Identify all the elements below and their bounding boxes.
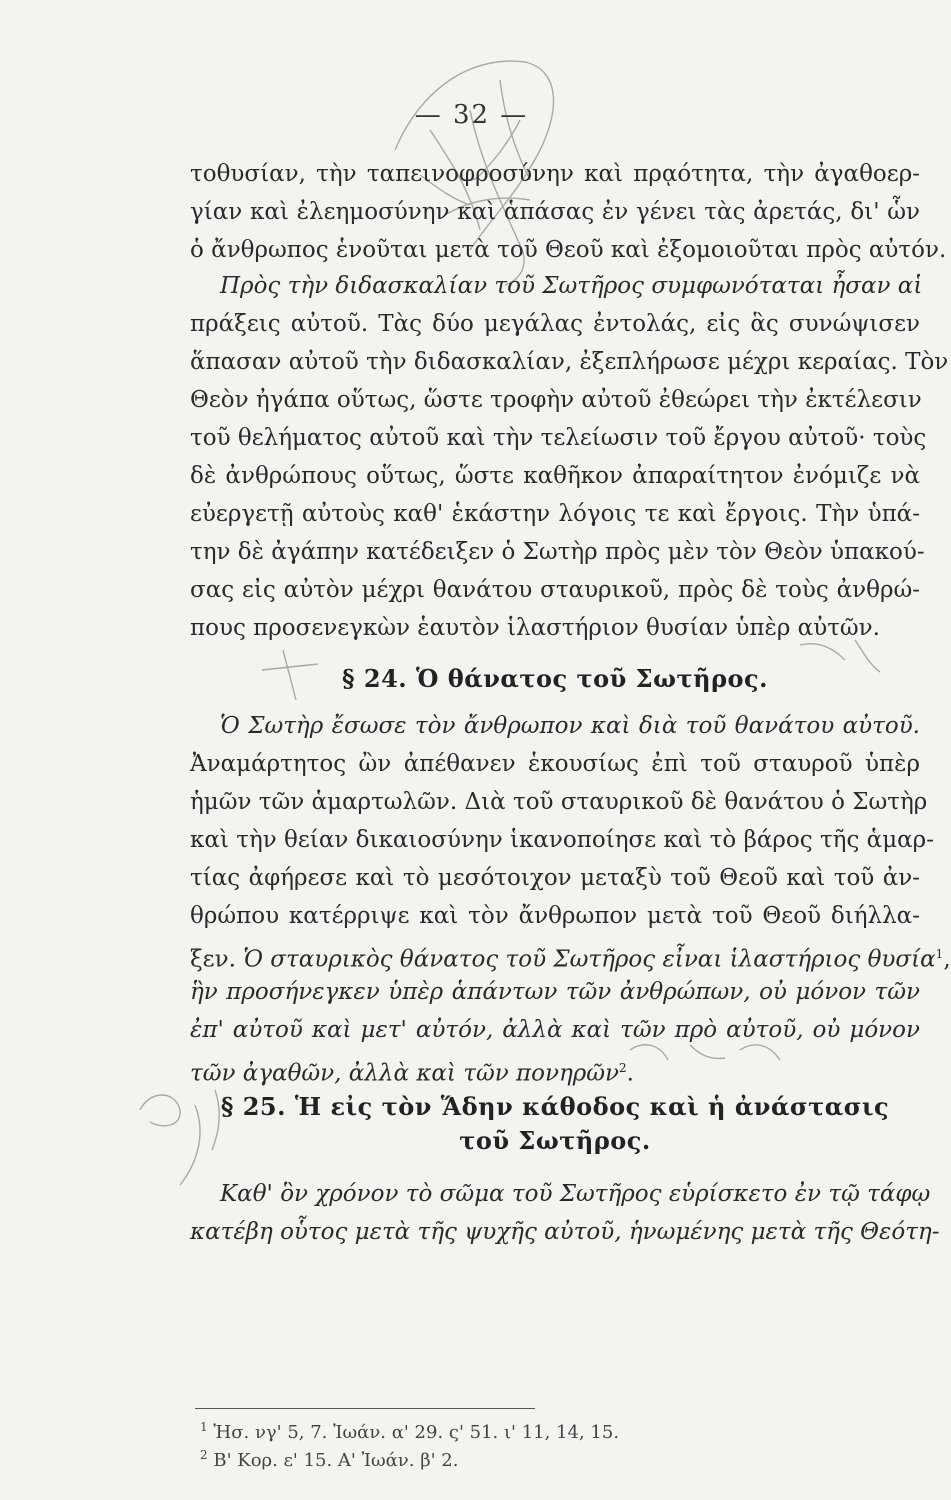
text-line: τοῦ θελήματος αὐτοῦ καὶ τὴν τελείωσιν τοῦ ἔργου αὐτοῦ· τοὺς (190, 425, 927, 451)
text-line (190, 940, 951, 974)
section-25-heading: § 25. Ἡ εἰς τὸν Ἅδην κάθοδος καὶ ἡ ἀνάστασις (220, 1092, 890, 1121)
text-fragment: ξεν. (190, 946, 244, 973)
section-25-heading-cont: τοῦ Σωτῆρος. (459, 1126, 651, 1155)
footnote-marker: 1 (935, 947, 944, 961)
footnote-marker: 2 (200, 1448, 208, 1462)
text-fragment: . (626, 1060, 634, 1087)
text-line: σας εἰς αὐτὸν μέχρι θανάτου σταυρικοῦ, πρὸς δὲ τοὺς ἀνθρώ- (190, 577, 920, 603)
text-line: θρώπου κατέρριψε καὶ τὸν ἄνθρωπον μετὰ τοῦ Θεοῦ διήλλα- (190, 903, 920, 929)
footnote-divider (195, 1408, 535, 1409)
text-line: καὶ τὴν θείαν δικαιοσύνην ἱκανοποίησε καὶ τὸ βάρος τῆς ἁμαρ- (190, 827, 934, 853)
text-fragment: , (943, 946, 951, 973)
text-line (190, 1054, 920, 1088)
italic-fragment: Ὁ σταυρικὸς θάνατος τοῦ Σωτῆρος εἶναι ἱλαστήριος θυσία (243, 946, 936, 973)
italic-fragment: τῶν ἀγαθῶν, ἀλλὰ καὶ τῶν πονηρῶν (190, 1060, 620, 1087)
section-24-heading: § 24. Ὁ θάνατος τοῦ Σωτῆρος. (341, 664, 769, 693)
text-line: τίας ἀφήρεσε καὶ τὸ μεσότοιχον μεταξὺ τοῦ Θεοῦ καὶ τοῦ ἀν- (190, 865, 920, 891)
text-line: δὲ ἀνθρώπους οὕτως, ὥστε καθῆκον ἀπαραίτητον ἐνόμιζε νὰ (190, 463, 920, 489)
footnote-2 (200, 1444, 458, 1472)
text-line: πράξεις αὐτοῦ. Τὰς δύο μεγάλας ἐντολάς, εἰς ἃς συνώψισεν (190, 311, 920, 337)
text-line: Θεὸν ἠγάπα οὕτως, ὥστε τροφὴν αὐτοῦ ἐθεώρει τὴν ἐκτέλεσιν (190, 387, 922, 413)
footnote-1 (200, 1416, 619, 1444)
footnote-text: Β' Κορ. ε' 15. Α' Ἰωάν. β' 2. (213, 1450, 459, 1471)
text-line: ἅπασαν αὐτοῦ τὴν διδασκαλίαν, ἐξεπλήρωσε μέχρι κεραίας. Τὸν (190, 349, 949, 375)
italic-line: ἐπ' αὐτοῦ καὶ μετ' αὐτόν, ἀλλὰ καὶ τῶν πρὸ αὐτοῦ, οὐ μόνον (190, 1017, 920, 1043)
text-line: ὁ ἄνθρωπος ἑνοῦται μετὰ τοῦ Θεοῦ καὶ ἐξομοιοῦται πρὸς αὐτόν. (190, 237, 947, 263)
text-line: Ἀναμάρτητος ὢν ἀπέθανεν ἑκουσίως ἐπὶ τοῦ σταυροῦ ὑπὲρ (190, 751, 920, 777)
footnote-marker: 1 (200, 1420, 208, 1434)
footnote-text: Ἡσ. νγ' 5, 7. Ἰωάν. α' 29. ς' 51. ι' 11, 14, 15. (213, 1422, 620, 1443)
text-line: ἡμῶν τῶν ἁμαρτωλῶν. Διὰ τοῦ σταυρικοῦ δὲ θανάτου ὁ Σωτὴρ (190, 789, 928, 815)
italic-line: κατέβη οὗτος μετὰ τῆς ψυχῆς αὐτοῦ, ἡνωμένης μετὰ τῆς Θεότη- (190, 1219, 940, 1245)
italic-line: ἣν προσήνεγκεν ὑπὲρ ἁπάντων τῶν ἀνθρώπων, οὐ μόνον τῶν (190, 979, 920, 1005)
text-line: πους προσενεγκὼν ἑαυτὸν ἱλαστήριον θυσίαν ὑπὲρ αὐτῶν. (190, 615, 880, 641)
italic-lead-line: Ὁ Σωτὴρ ἔσωσε τὸν ἄνθρωπον καὶ διὰ τοῦ θανάτου αὐτοῦ. (220, 713, 920, 739)
text-line: τοθυσίαν, τὴν ταπεινοφροσύνην καὶ πρᾳότητα, τὴν ἀγαθοερ- (190, 161, 920, 187)
footnote-marker: 2 (619, 1061, 627, 1075)
text-line: γίαν καὶ ἐλεημοσύνην καὶ ἁπάσας ἐν γένει τὰς ἀρετάς, δι' ὧν (190, 199, 920, 225)
page-number: — 32 — (414, 100, 529, 130)
italic-lead-line: Καθ' ὃν χρόνον τὸ σῶμα τοῦ Σωτῆρος εὑρίσκετο ἐν τῷ τάφῳ (220, 1181, 931, 1207)
text-line: την δὲ ἀγάπην κατέδειξεν ὁ Σωτὴρ πρὸς μὲν τὸν Θεὸν ὑπακού- (190, 539, 925, 565)
italic-lead-line: Πρὸς τὴν διδασκαλίαν τοῦ Σωτῆρος συμφωνόταται ἦσαν αἱ (220, 273, 923, 299)
text-line: εὐεργετῇ αὐτοὺς καθ' ἑκάστην λόγοις τε καὶ ἔργοις. Τὴν ὑπά- (190, 501, 920, 527)
